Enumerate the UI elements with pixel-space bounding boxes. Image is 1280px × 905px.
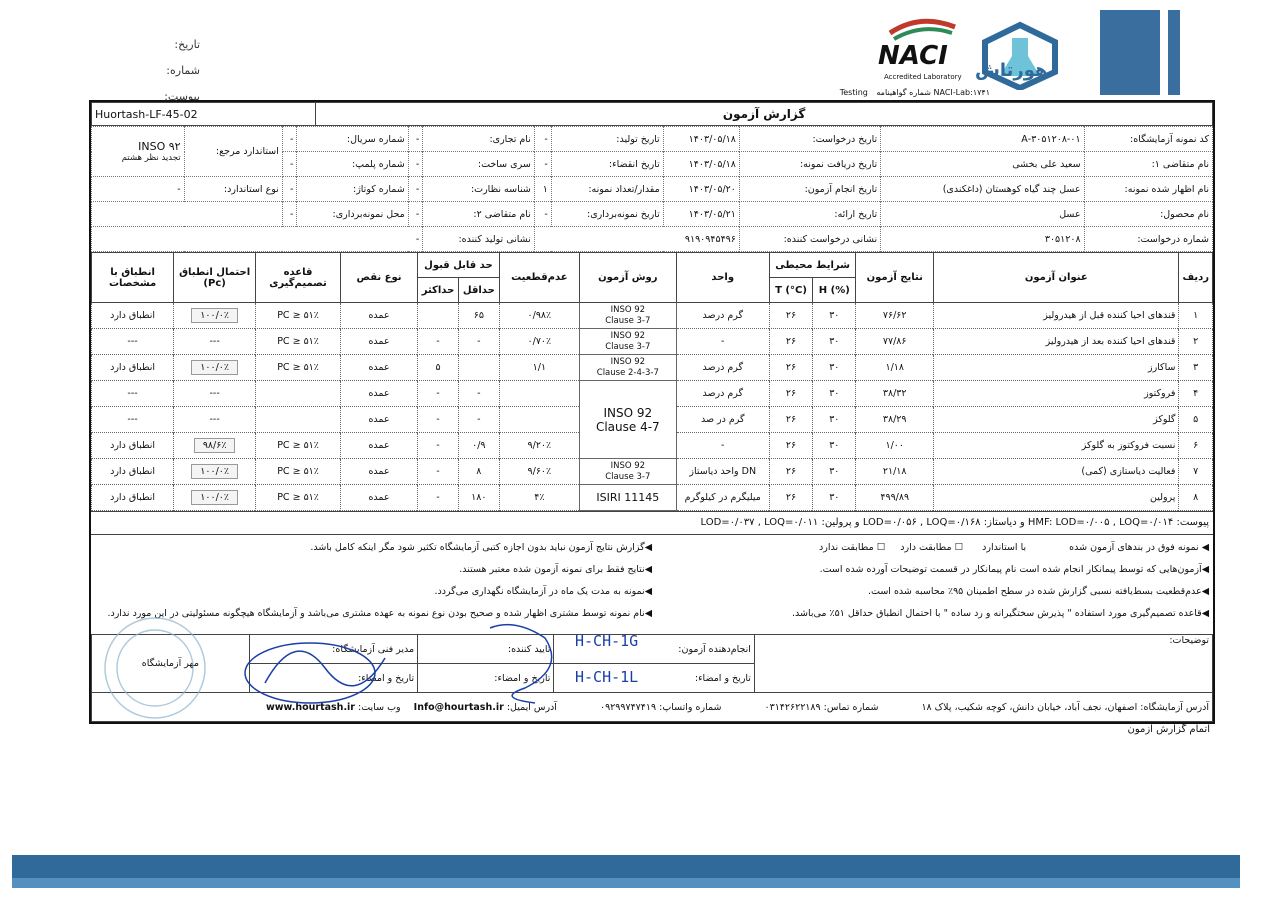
row-min: - [458, 381, 499, 407]
row-uncertainty [499, 381, 579, 407]
row-method [579, 329, 676, 355]
results-body [92, 303, 1213, 511]
row-unit: گرم درصد [676, 355, 769, 381]
row-min [458, 355, 499, 381]
col-result: نتایج آزمون [856, 253, 934, 303]
row-pc [174, 485, 256, 511]
note-right-3: قاعده تصمیم‌گیری مورد استفاده " پذیرش سختگیرانه و رد ساده " با احتمال انطباق حداقل ۵۱٪ می‌باشد. [791, 608, 1202, 619]
col-h: H (%) [813, 278, 856, 303]
attachment-label: پیوست: [164, 90, 200, 103]
std-type: - [92, 177, 185, 202]
row-no: ۱ [1179, 303, 1213, 329]
row-pc [174, 303, 256, 329]
report-title: گزارش آزمون [316, 103, 1213, 126]
lab-stamp-inner-icon [117, 630, 193, 706]
sample-code: ۳۰۵۱۲۰۸-۰۱-A [881, 127, 1084, 152]
appendix: پیوست: HMF: LOD=۰/۰۰۵ , LOQ=۰/۰۱۴ و دیاستاز: LOD=۰/۰۵۶ , LOQ=۰/۱۶۸ و پرولین: LOD=۰/۰۳۷ , LOQ=۰/۰۱۱ [91, 511, 1213, 535]
reference-std-note: تجدید نظر هشتم [121, 153, 181, 163]
note-left-0-row [95, 537, 652, 559]
table-row [92, 329, 1213, 355]
product: عسل [881, 202, 1084, 227]
note-right-1-row [652, 559, 1209, 581]
col-t: T (°C) [769, 278, 812, 303]
row-max: - [418, 433, 459, 459]
row-method-line2: Clause 2-4-3-7 [596, 367, 659, 378]
results-table [91, 252, 1213, 511]
row-result: ۲۱/۱۸ [856, 459, 934, 485]
short-code: - [282, 177, 297, 202]
row-max: - [418, 407, 459, 433]
row-min: - [458, 329, 499, 355]
row-title: پرولین [934, 485, 1179, 511]
website-label: وب سایت: [358, 701, 401, 713]
row-title: قندهای احیا کننده قبل از هیدرولیز [934, 303, 1179, 329]
notes-right [652, 537, 1209, 625]
col-decision-rule: قاعده تصمیم‌گیری [256, 253, 341, 303]
row-max: - [418, 485, 459, 511]
row-no: ۲ [1179, 329, 1213, 355]
serial: - [282, 127, 297, 152]
row-uncertainty: ۱/۱ [499, 355, 579, 381]
not-conforms-label: مطابقت ندارد [819, 542, 874, 553]
signature-overlay [95, 608, 635, 728]
row-result: ۱/۱۸ [856, 355, 934, 381]
row-method-line1: ISIRI 11145 [596, 491, 660, 504]
arrow-icon: ◀ [644, 586, 652, 597]
row-unit: گرم درصد [676, 303, 769, 329]
table-row [92, 381, 1213, 407]
row-min: - [458, 407, 499, 433]
row-t: ۲۶ [769, 303, 812, 329]
performer-date-signature: H-CH-1L [575, 668, 639, 686]
tech-manager-scribble-icon [265, 651, 385, 686]
row-unit: گرم درصد [676, 381, 769, 407]
row-no: ۵ [1179, 407, 1213, 433]
row-method [579, 485, 676, 511]
row-result: ۳۸/۳۲ [856, 381, 934, 407]
row-rule: PC ≥ ۵۱٪ [256, 355, 341, 381]
col-uncertainty: عدم‌قطعیت [499, 253, 579, 303]
batch: - [408, 152, 423, 177]
row-title: ساکارز [934, 355, 1179, 381]
row-max [418, 303, 459, 329]
merged-method-line1: INSO 92 [603, 405, 653, 420]
row-no: ۶ [1179, 433, 1213, 459]
row-h: ۳۰ [813, 329, 856, 355]
pc-value-box: ۱۰۰/۰٪ [191, 360, 238, 375]
row-type: عمده [340, 381, 417, 407]
sampling-place: - [282, 202, 297, 227]
table-row [92, 303, 1213, 329]
not-conforms-checkbox[interactable]: ☐ [876, 542, 886, 553]
expiry: - [534, 152, 551, 177]
row-min: ۸ [458, 459, 499, 485]
arrow-icon: ◀ [1201, 564, 1209, 575]
reference-std: INSO ۹۲ [138, 140, 181, 153]
row-min: ۰/۹ [458, 433, 499, 459]
pc-value-box: ۹۸/۶٪ [194, 438, 236, 453]
request-no: ۳۰۵۱۲۰۸ [881, 227, 1084, 252]
row-rule: PC ≥ ۵۱٪ [256, 433, 341, 459]
note-left-1: نتایج فقط برای نمونه آزمون شده معتبر هستند. [459, 564, 645, 575]
row-type: عمده [340, 303, 417, 329]
declared-name-label: نام اظهار شده نمونه: [1084, 177, 1212, 202]
form-code: Huortash-LF-45-02 [92, 103, 316, 126]
note-tested-clauses [652, 537, 1209, 559]
receipt-date-label: تاریخ دریافت نمونه: [739, 152, 880, 177]
date-label: تاریخ: [174, 38, 200, 51]
row-pc [174, 329, 256, 355]
row-conformity: انطباق دارد [92, 459, 174, 485]
row-h: ۳۰ [813, 485, 856, 511]
pc-value-box: --- [209, 414, 220, 425]
approver-signature-icon [490, 625, 552, 703]
row-pc [174, 407, 256, 433]
row-t: ۲۶ [769, 381, 812, 407]
col-limit: حد قابل قبول [418, 253, 500, 278]
reference-std-cell [92, 127, 185, 177]
row-h: ۳۰ [813, 407, 856, 433]
applicant-label: نام متقاضی ۱: [1084, 152, 1212, 177]
declared-name: عسل چند گیاه کوهستان (داغکندی) [881, 177, 1084, 202]
row-result: ۱/۰۰ [856, 433, 934, 459]
note-left-2: نمونه به مدت یک ماه در آزمایشگاه نگهداری می‌گردد. [434, 586, 645, 597]
conforms-label: مطابقت دارد [900, 542, 952, 553]
arrow-icon: ◀ [644, 608, 652, 619]
note-left-3: نام نمونه توسط مشتری اظهار شده و صحیح بودن نوع نمونه به عهده مشتری می‌باشد و آزمایشگاه هیچگونه مسئولیتی در این مورد ندارد. [107, 608, 645, 619]
row-title: فعالیت دیاستازی (کمی) [934, 459, 1179, 485]
row-method-line1: INSO 92 [610, 330, 646, 341]
std-check-label: با استاندارد [982, 542, 1027, 553]
col-conformity: انطباق با مشخصات [92, 253, 174, 303]
receipt-date: ۱۴۰۳/۰۵/۱۸ [663, 152, 739, 177]
naci-certificate [760, 88, 990, 97]
row-max: - [418, 329, 459, 355]
row-pc [174, 459, 256, 485]
row-method-line1: INSO 92 [610, 356, 646, 367]
col-test-title: عنوان آزمون [934, 253, 1179, 303]
lab-stamp-icon [105, 618, 205, 718]
row-uncertainty: ۹/۲۰٪ [499, 433, 579, 459]
footer-bar-light [12, 878, 1240, 888]
row-method-line2: Clause 3-7 [605, 471, 651, 482]
row-conformity: --- [92, 381, 174, 407]
arrow-icon: ◀ [1201, 586, 1209, 597]
empty-cell [92, 202, 283, 227]
row-unit: - [676, 433, 769, 459]
row-t: ۲۶ [769, 433, 812, 459]
request-no-label: شماره درخواست: [1084, 227, 1212, 252]
product-label: نام محصول: [1084, 202, 1212, 227]
sample-info-table [91, 126, 1213, 252]
row-method-merged [579, 381, 676, 459]
row-conformity: --- [92, 407, 174, 433]
row-conformity: انطباق دارد [92, 303, 174, 329]
expiry-label: تاریخ انقضاء: [551, 152, 663, 177]
row-min: ۱۸۰ [458, 485, 499, 511]
col-max: حداکثر [418, 278, 459, 303]
lab-stamp-label: مهر آزمایشگاه [92, 635, 250, 693]
note-left-0: گزارش نتایج آزمون نباید بدون اجازه کتبی آزمایشگاه تکثیر شود مگر اینکه کامل باشد. [310, 542, 645, 553]
row-rule [256, 381, 341, 407]
row-type: عمده [340, 355, 417, 381]
row-method-line1: INSO 92 [610, 460, 646, 471]
email-label: آدرس ایمیل: [506, 701, 557, 713]
seal-label: شماره پلمپ: [297, 152, 408, 177]
std-type-label: نوع استاندارد: [184, 177, 282, 202]
row-no: ۷ [1179, 459, 1213, 485]
row-type: عمده [340, 485, 417, 511]
row-method-line2: Clause 3-7 [605, 315, 651, 326]
applicant2-label: نام متقاضی ۲: [423, 202, 534, 227]
row-unit: میلیگرم در کیلوگرم [676, 485, 769, 511]
short-code-label: شماره کوتاژ: [297, 177, 408, 202]
row-h: ۳۰ [813, 433, 856, 459]
pc-value-box: --- [209, 336, 220, 347]
title-table [91, 102, 1213, 126]
row-t: ۲۶ [769, 485, 812, 511]
row-max: - [418, 381, 459, 407]
row-no: ۸ [1179, 485, 1213, 511]
row-t: ۲۶ [769, 355, 812, 381]
row-result: ۷۶/۶۲ [856, 303, 934, 329]
arrow-icon: ◀ [644, 542, 652, 553]
pc-value-box: --- [209, 388, 220, 399]
sampling-date-label: تاریخ نمونه‌برداری: [551, 202, 663, 227]
row-unit: گرم در صد [676, 407, 769, 433]
row-type: عمده [340, 407, 417, 433]
note-right-1: آزمون‌هایی که توسط پیمانکار انجام شده است نام پیمانکار در قسمت توضیحات آورده شده است. [819, 564, 1202, 575]
table-row [92, 355, 1213, 381]
row-title: گلوکز [934, 407, 1179, 433]
note-right-0: نمونه فوق در بندهای آزمون شده [1069, 542, 1199, 553]
merged-method-line2: Clause 4-7 [595, 419, 660, 434]
test-date: ۱۴۰۳/۰۵/۲۰ [663, 177, 739, 202]
row-uncertainty: ۹/۶۰٪ [499, 459, 579, 485]
row-method [579, 459, 676, 485]
row-result: ۳۸/۲۹ [856, 407, 934, 433]
applicant2: - [408, 202, 423, 227]
naci-cert-text: NACI-Lab:۱۷۴۱ شماره گواهینامه [876, 88, 990, 97]
row-h: ۳۰ [813, 459, 856, 485]
note-right-2: عدم‌قطعیت بسط‌یافته نسبی گزارش شده در سطح اطمینان ۹۵٪ محاسبه شده است. [867, 586, 1202, 597]
license-label: شناسه نظارت: [423, 177, 534, 202]
header-color-stripe [1160, 10, 1168, 95]
col-pc: احتمال انطباق (Pc) [174, 253, 256, 303]
note-right-2-row [652, 581, 1209, 603]
row-conformity: انطباق دارد [92, 485, 174, 511]
email[interactable]: Info@hourtash.ir [413, 701, 504, 713]
reference-std-label: استاندارد مرجع: [184, 127, 282, 177]
requester-address-label: نشانی درخواست کننده: [739, 227, 880, 252]
header-color-block [1100, 10, 1180, 95]
producer-address: - [92, 227, 423, 252]
row-t: ۲۶ [769, 459, 812, 485]
sampling-place-label: محل نمونه‌برداری: [297, 202, 408, 227]
col-method: روش آزمون [579, 253, 676, 303]
row-rule: PC ≥ ۵۱٪ [256, 303, 341, 329]
arrow-icon: ◀ [1201, 608, 1209, 619]
remarks-label: توضیحات: [754, 635, 1212, 693]
row-title: قندهای احیا کننده بعد از هیدرولیز [934, 329, 1179, 355]
check-mark-icon: ◀ [1201, 542, 1209, 553]
col-sampling-type: نوع نقص [340, 253, 417, 303]
seal: - [282, 152, 297, 177]
applicant: سعید علی بخشی [881, 152, 1084, 177]
approver-date-label: تاریخ و امضاء: [418, 664, 554, 693]
row-method [579, 303, 676, 329]
producer-address-label: نشانی تولید کننده: [423, 227, 534, 252]
license: - [408, 177, 423, 202]
row-uncertainty: ۰/۷۰٪ [499, 329, 579, 355]
row-method-line1: INSO 92 [610, 304, 646, 315]
col-unit: واحد [676, 253, 769, 303]
pc-value-box: ۱۰۰/۰٪ [191, 490, 238, 505]
date-sign-label: تاریخ و امضاء: [554, 664, 755, 693]
table-row [92, 485, 1213, 511]
phone: شماره تماس: ۰۳۱۴۲۶۲۲۱۸۹ [764, 701, 879, 713]
row-pc [174, 355, 256, 381]
issue-date-label: تاریخ ارائه: [739, 202, 880, 227]
performer-label: انجام‌دهنده آزمون: [554, 635, 755, 664]
row-result: ۷۷/۸۶ [856, 329, 934, 355]
row-type: عمده [340, 459, 417, 485]
tech-date-label: تاریخ و امضاء: [249, 664, 417, 693]
sampling-date: - [534, 202, 551, 227]
row-max: - [418, 459, 459, 485]
naci-logo [860, 15, 970, 95]
row-result: ۴۹۹/۸۹ [856, 485, 934, 511]
row-rule: PC ≥ ۵۱٪ [256, 485, 341, 511]
row-no: ۴ [1179, 381, 1213, 407]
row-rule: PC ≥ ۵۱٪ [256, 329, 341, 355]
number-label: شماره: [166, 64, 200, 77]
hourtash-fa: هورتاش [975, 60, 1048, 81]
request-date-label: تاریخ درخواست: [739, 127, 880, 152]
end-note: اتمام گزارش آزمون [1127, 724, 1210, 735]
table-row [92, 459, 1213, 485]
row-uncertainty [499, 407, 579, 433]
requester-address: ۹۱۹۰۹۴۵۴۹۶ [534, 227, 739, 252]
note-left-2-row [95, 581, 652, 603]
row-conformity: انطباق دارد [92, 433, 174, 459]
row-t: ۲۶ [769, 329, 812, 355]
row-h: ۳۰ [813, 381, 856, 407]
testing-label: Testing [839, 88, 868, 97]
test-date-label: تاریخ انجام آزمون: [739, 177, 880, 202]
row-pc [174, 381, 256, 407]
col-row: ردیف [1179, 253, 1213, 303]
quantity: ۱ [534, 177, 551, 202]
row-conformity: --- [92, 329, 174, 355]
production-date: - [534, 127, 551, 152]
arrow-icon: ◀ [644, 564, 652, 575]
row-max: ۵ [418, 355, 459, 381]
issue-date: ۱۴۰۳/۰۵/۲۱ [663, 202, 739, 227]
row-uncertainty: ۰/۹۸٪ [499, 303, 579, 329]
row-conformity: انطباق دارد [92, 355, 174, 381]
quantity-label: مقدار/تعداد نمونه: [551, 177, 663, 202]
row-min: ۶۵ [458, 303, 499, 329]
website[interactable]: www.hourtash.ir [266, 701, 355, 713]
naci-text: NACI [878, 41, 948, 71]
col-min: حداقل [458, 278, 499, 303]
row-unit: - [676, 329, 769, 355]
approver-label: تایید کننده: [418, 635, 554, 664]
conforms-checkbox[interactable]: ☐ [954, 542, 964, 553]
row-pc [174, 433, 256, 459]
sample-code-label: کد نمونه آزمایشگاه: [1084, 127, 1212, 152]
row-title: فروکتوز [934, 381, 1179, 407]
whatsapp: شماره واتساپ: ۰۹۲۹۹۷۴۷۴۱۹ [599, 701, 722, 713]
serial-label: شماره سریال: [297, 127, 408, 152]
trade-name: - [408, 127, 423, 152]
naci-sub: Accredited Laboratory [884, 73, 962, 81]
row-rule: PC ≥ ۵۱٪ [256, 459, 341, 485]
tech-manager-signature-icon [245, 643, 375, 703]
note-left-1-row [95, 559, 652, 581]
row-unit: DN واحد دیاستاز [676, 459, 769, 485]
row-method [579, 355, 676, 381]
trade-name-label: نام تجاری: [423, 127, 534, 152]
production-date-label: تاریخ تولید: [551, 127, 663, 152]
row-title: نسبت فروکتوز به گلوکز [934, 433, 1179, 459]
row-method-line2: Clause 3-7 [605, 341, 651, 352]
col-env: شرایط محیطی [769, 253, 856, 278]
note-right-3-row [652, 603, 1209, 625]
pc-value-box: ۱۰۰/۰٪ [191, 464, 238, 479]
tech-manager-label: مدیر فنی آزمایشگاه: [249, 635, 417, 664]
batch-label: سری ساخت: [423, 152, 534, 177]
row-no: ۳ [1179, 355, 1213, 381]
row-h: ۳۰ [813, 355, 856, 381]
request-date: ۱۴۰۳/۰۵/۱۸ [663, 127, 739, 152]
row-h: ۳۰ [813, 303, 856, 329]
pc-value-box: ۱۰۰/۰٪ [191, 308, 238, 323]
row-type: عمده [340, 433, 417, 459]
row-type: عمده [340, 329, 417, 355]
lab-address: آدرس آزمایشگاه: اصفهان، نجف آباد، خیابان دانش، کوچه شکیب، پلاک ۱۸ [921, 701, 1209, 713]
row-uncertainty: ۴٪ [499, 485, 579, 511]
header-meta [130, 32, 200, 110]
row-rule [256, 407, 341, 433]
performer-signature: H-CH-1G [575, 632, 639, 650]
row-t: ۲۶ [769, 407, 812, 433]
